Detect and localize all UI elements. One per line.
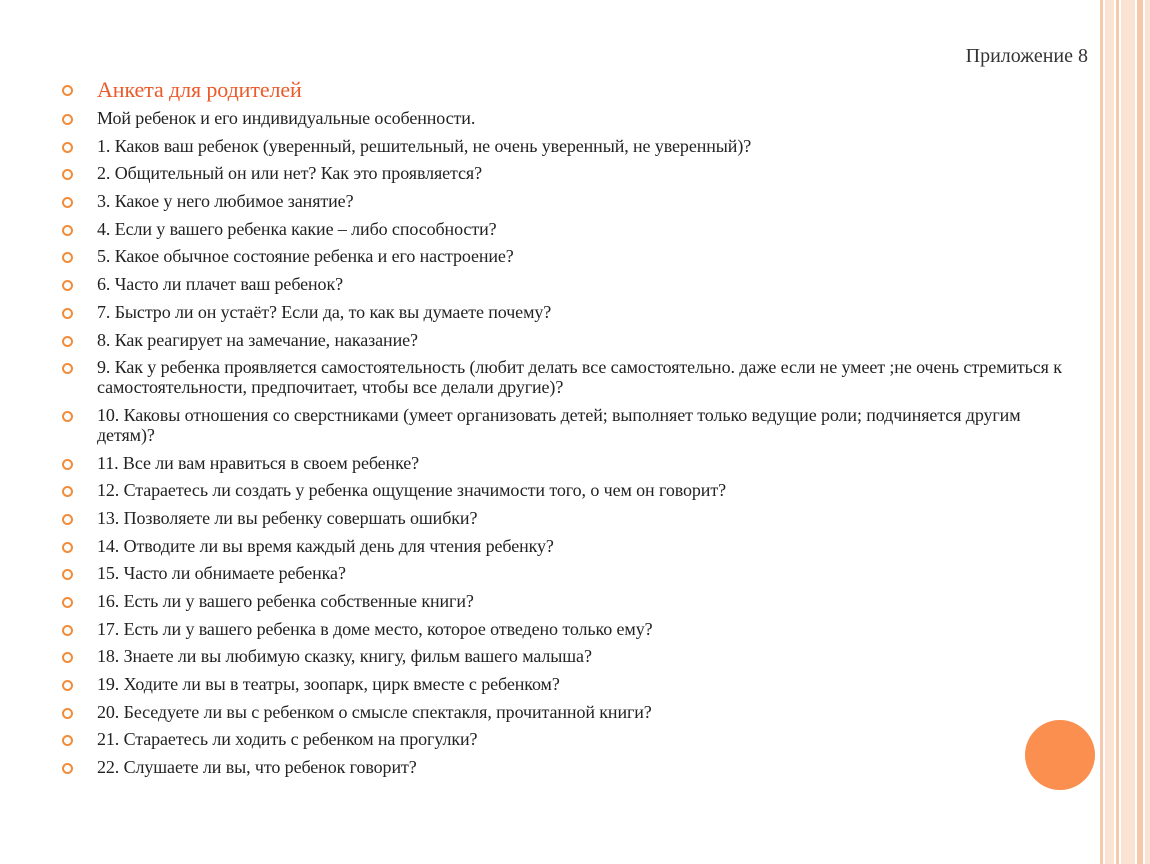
decorative-stripe xyxy=(1100,0,1103,864)
decorative-stripe xyxy=(1116,0,1119,864)
bullet-icon xyxy=(62,363,73,374)
item-text: 21. Стараетесь ли ходить с ребенком на прогулки? xyxy=(97,729,478,750)
bullet-icon xyxy=(62,514,73,525)
bullet-icon xyxy=(62,735,73,746)
item-text: 15. Часто ли обнимаете ребенка? xyxy=(97,563,346,584)
list-item xyxy=(62,219,1062,239)
bullet-icon xyxy=(62,308,73,319)
item-text: 2. Общительный он или нет? Как это проявляется? xyxy=(97,163,482,184)
item-text: 5. Какое обычное состояние ребенка и его настроение? xyxy=(97,246,514,267)
item-text: 9. Как у ребенка проявляется самостоятельность (любит делать все самостоятельно. даже если не умеет ;не очень стремиться к самостоятельности, предпочитает, чтобы все делали другие)? xyxy=(97,357,1062,398)
list-item xyxy=(62,330,1062,350)
list-item xyxy=(62,453,1062,473)
bullet-icon xyxy=(62,114,73,125)
list-item xyxy=(62,163,1062,183)
bullet-icon xyxy=(62,597,73,608)
list-item xyxy=(62,729,1062,749)
item-text: 18. Знаете ли вы любимую сказку, книгу, фильм вашего малыша? xyxy=(97,646,592,667)
list-item xyxy=(62,108,1062,128)
bullet-icon xyxy=(62,142,73,153)
item-text: 17. Есть ли у вашего ребенка в доме место, которое отведено только ему? xyxy=(97,618,653,639)
item-text: 7. Быстро ли он устаёт? Если да, то как вы думаете почему? xyxy=(97,301,552,322)
list-item xyxy=(62,619,1062,639)
bullet-icon xyxy=(62,85,73,96)
decorative-stripe xyxy=(1137,0,1143,864)
bullet-icon xyxy=(62,652,73,663)
list-item xyxy=(62,357,1062,397)
list-item xyxy=(62,480,1062,500)
item-text: 6. Часто ли плачет ваш ребенок? xyxy=(97,274,343,295)
item-text: 19. Ходите ли вы в театры, зоопарк, цирк вместе с ребенком? xyxy=(97,674,560,695)
list-item xyxy=(62,191,1062,211)
item-text: Мой ребенок и его индивидуальные особенности. xyxy=(97,108,476,128)
list-item xyxy=(62,274,1062,294)
bullet-icon xyxy=(62,169,73,180)
list-item xyxy=(62,536,1062,556)
bullet-icon xyxy=(62,459,73,470)
list-item xyxy=(62,508,1062,528)
bullet-icon xyxy=(62,280,73,291)
bullet-icon xyxy=(62,680,73,691)
item-text: 12. Стараетесь ли создать у ребенка ощущение значимости того, о чем он говорит? xyxy=(97,480,726,501)
item-text: 14. Отводите ли вы время каждый день для чтения ребенку? xyxy=(97,535,554,556)
list-item xyxy=(62,646,1062,666)
title-text: Анкета для родителей xyxy=(97,77,302,102)
list-item xyxy=(62,136,1062,156)
bullet-icon xyxy=(62,542,73,553)
decorative-stripe xyxy=(1121,0,1135,864)
list-item xyxy=(62,702,1062,722)
item-text: 3. Какое у него любимое занятие? xyxy=(97,191,354,212)
bullet-icon xyxy=(62,225,73,236)
list-item xyxy=(62,591,1062,611)
decorative-stripe xyxy=(1145,0,1150,864)
item-text: 16. Есть ли у вашего ребенка собственные книги? xyxy=(97,591,474,611)
list-item xyxy=(62,405,1062,445)
item-text: 13. Позволяете ли вы ребенку совершать ошибки? xyxy=(97,507,478,528)
item-text: 11. Все ли вам нравиться в своем ребенке? xyxy=(97,452,420,473)
appendix-label: Приложение 8 xyxy=(965,45,1088,67)
bullet-icon xyxy=(62,252,73,263)
bullet-icon xyxy=(62,763,73,774)
item-text: 20. Беседуете ли вы с ребенком о смысле спектакля, прочитанной книги? xyxy=(97,701,652,722)
bullet-icon xyxy=(62,336,73,347)
item-text: 10. Каковы отношения со сверстниками (умеет организовать детей; выполняет только ведущие роли; подчиняется другим детям)? xyxy=(97,404,1021,445)
list-item xyxy=(62,563,1062,583)
list-item xyxy=(62,757,1062,777)
questionnaire-list xyxy=(62,76,1062,785)
decorative-stripe xyxy=(1105,0,1114,864)
bullet-icon xyxy=(62,486,73,497)
bullet-icon xyxy=(62,625,73,636)
questionnaire-title xyxy=(62,76,1062,104)
item-text: 22. Слушаете ли вы, что ребенок говорит? xyxy=(97,757,417,778)
bullet-icon xyxy=(62,569,73,580)
item-text: 4. Если у вашего ребенка какие – либо способности? xyxy=(97,218,497,239)
list-item xyxy=(62,302,1062,322)
list-item xyxy=(62,246,1062,266)
item-text: 8. Как реагирует на замечание, наказание? xyxy=(97,329,418,350)
item-text: 1. Каков ваш ребенок (уверенный, решительный, не очень уверенный, не уверенный)? xyxy=(97,135,752,156)
list-item xyxy=(62,674,1062,694)
bullet-icon xyxy=(62,197,73,208)
bullet-icon xyxy=(62,708,73,719)
bullet-icon xyxy=(62,411,73,422)
